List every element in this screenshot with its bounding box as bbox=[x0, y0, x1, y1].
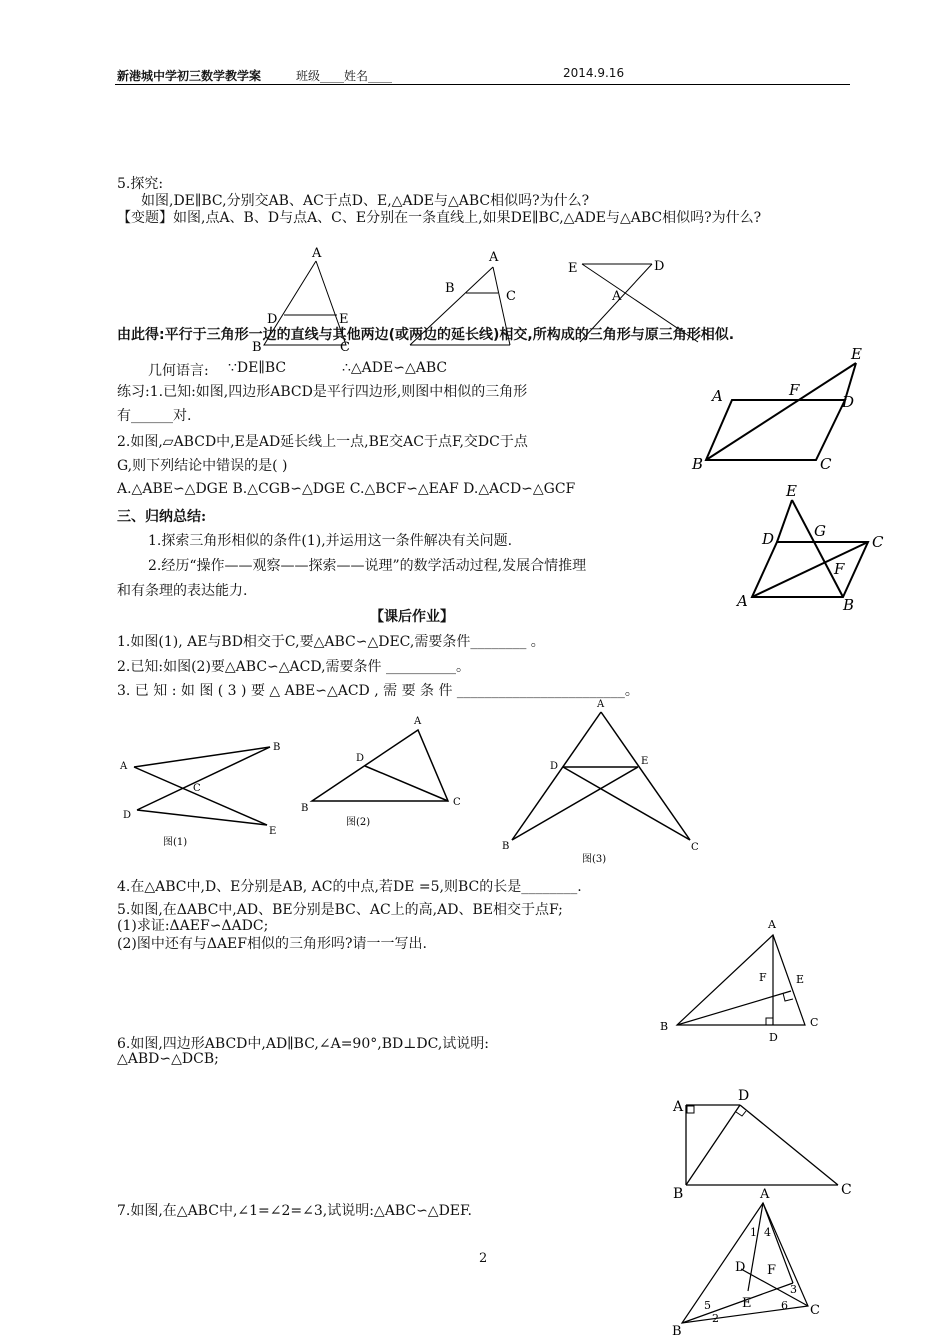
homework-q5-line3: (2)图中还有与ΔAEF相似的三角形吗?请一一写出. bbox=[117, 936, 427, 952]
homework-figure-3 bbox=[498, 697, 713, 867]
homework-q6-line2: △ABD∽△DCB; bbox=[117, 1051, 219, 1067]
practice-1-line1: 练习:1.已知:如图,四边形ABCD是平行四边形,则图中相似的三角形 bbox=[117, 384, 528, 400]
svg-text:1: 1 bbox=[750, 1226, 757, 1239]
svg-text:D: D bbox=[654, 259, 665, 274]
homework-figure-1 bbox=[115, 735, 295, 850]
svg-text:D: D bbox=[769, 1031, 778, 1044]
sec5-line2: 【变题】如图,点A、B、D与点A、C、E分别在一条直线上,如果DE∥BC,△ADE与△ABC相似吗?为什么? bbox=[117, 210, 762, 226]
svg-text:图(2): 图(2) bbox=[346, 817, 371, 828]
svg-text:E: E bbox=[851, 345, 862, 363]
svg-text:D: D bbox=[738, 1088, 750, 1104]
svg-text:B: B bbox=[673, 1186, 684, 1202]
geometry-given: ∵DE∥BC bbox=[228, 360, 287, 376]
svg-text:B: B bbox=[301, 803, 309, 814]
geometry-result: ∴△ADE∽△ABC bbox=[342, 360, 448, 376]
svg-text:C: C bbox=[193, 783, 201, 794]
homework-q5-line1: 5.如图,在ΔABC中,AD、BE分别是BC、AC上的高,AD、BE相交于点F; bbox=[117, 902, 563, 918]
svg-text:F: F bbox=[834, 560, 845, 578]
svg-text:A: A bbox=[597, 699, 605, 710]
parallelogram-figure-1 bbox=[690, 345, 870, 475]
svg-text:B: B bbox=[445, 281, 455, 296]
svg-text:C: C bbox=[340, 340, 350, 355]
svg-text:E: E bbox=[641, 756, 649, 767]
svg-text:B: B bbox=[252, 340, 262, 355]
homework-q5-line2: (1)求证:ΔAEF∽ΔADC; bbox=[117, 918, 269, 934]
practice-2-line1: 2.如图,▱ABCD中,E是AD延长线上一点,BE交AC于点F,交DC于点 bbox=[117, 434, 528, 450]
homework-q2: 2.已知:如图(2)要△ABC∽△ACD,需要条件 __________。 bbox=[117, 659, 470, 675]
homework-figure-2 bbox=[298, 710, 478, 830]
homework-q6-line1: 6.如图,四边形ABCD中,AD∥BC,∠A=90°,BD⊥DC,试说明: bbox=[117, 1036, 489, 1052]
geometry-language-label: 几何语言: bbox=[148, 363, 209, 379]
svg-text:A: A bbox=[612, 289, 622, 304]
svg-text:2: 2 bbox=[712, 1312, 719, 1325]
homework-q7: 7.如图,在△ABC中,∠1=∠2=∠3,试说明:△ABC∽△DEF. bbox=[117, 1203, 472, 1219]
svg-text:F: F bbox=[767, 1263, 777, 1278]
homework-q1: 1.如图(1), AE与BD相交于C,要△ABC∽△DEC,需要条件________ 。 bbox=[117, 634, 545, 650]
svg-text:A: A bbox=[489, 250, 499, 265]
summary-item-2-line1: 2.经历“操作——观察——探索——说理”的数学活动过程,发展合情推理 bbox=[148, 558, 587, 574]
svg-text:3: 3 bbox=[790, 1283, 797, 1296]
practice-1-line2: 有______对. bbox=[117, 408, 192, 424]
svg-text:B: B bbox=[502, 841, 510, 852]
svg-text:E: E bbox=[742, 1296, 752, 1311]
svg-text:D: D bbox=[267, 312, 278, 327]
svg-text:D: D bbox=[735, 1260, 746, 1275]
svg-text:A: A bbox=[120, 761, 128, 772]
svg-text:A: A bbox=[414, 716, 422, 727]
sec5-title: 5.探究: bbox=[117, 176, 164, 192]
svg-text:B: B bbox=[273, 742, 281, 753]
practice-2-line2: G,则下列结论中错误的是( ) bbox=[117, 458, 288, 474]
svg-text:A: A bbox=[673, 1099, 684, 1115]
svg-text:C: C bbox=[691, 842, 699, 853]
school-title: 新港城中学初三数学教学案 bbox=[117, 69, 262, 83]
svg-text:D: D bbox=[550, 761, 559, 772]
svg-text:G: G bbox=[814, 522, 826, 540]
svg-text:5: 5 bbox=[704, 1299, 711, 1312]
sec5-line1: 如图,DE∥BC,分别交AB、AC于点D、E,△ADE与△ABC相似吗?为什么? bbox=[141, 193, 590, 209]
svg-text:E: E bbox=[339, 312, 349, 327]
header-date: 2014.9.16 bbox=[563, 66, 625, 80]
svg-text:A: A bbox=[712, 387, 723, 405]
svg-text:D: D bbox=[356, 753, 365, 764]
svg-text:图(3): 图(3) bbox=[582, 854, 607, 865]
svg-text:D: D bbox=[842, 393, 855, 411]
svg-text:A: A bbox=[312, 246, 322, 261]
svg-text:图(1): 图(1) bbox=[163, 837, 188, 848]
homework-title: 【课后作业】 bbox=[370, 609, 454, 625]
homework-q3: 3. 已 知 : 如 图 ( 3 ) 要 △ ABE∽△ACD , 需 要 条 件 ________________________。 bbox=[117, 683, 639, 699]
svg-text:C: C bbox=[810, 1016, 819, 1029]
summary-title: 三、归纳总结: bbox=[117, 509, 207, 525]
svg-text:B: B bbox=[660, 1020, 669, 1033]
svg-text:A: A bbox=[760, 1187, 770, 1202]
svg-text:D: D bbox=[762, 530, 775, 548]
svg-text:C: C bbox=[506, 289, 516, 304]
svg-text:B: B bbox=[672, 1324, 682, 1339]
summary-item-2-line2: 和有条理的表达能力. bbox=[117, 583, 248, 599]
svg-text:6: 6 bbox=[781, 1299, 788, 1312]
class-name-field: 班级____姓名____ bbox=[296, 69, 393, 83]
svg-text:D: D bbox=[123, 810, 132, 821]
svg-text:E: E bbox=[568, 261, 578, 276]
svg-text:C: C bbox=[810, 1303, 820, 1318]
svg-text:C: C bbox=[841, 1182, 852, 1198]
svg-text:E: E bbox=[786, 482, 797, 500]
svg-text:B: B bbox=[692, 455, 704, 473]
homework-figure-7 bbox=[668, 1183, 848, 1338]
summary-item-1: 1.探索三角形相似的条件(1),并运用这一条件解决有关问题. bbox=[148, 533, 513, 549]
practice-2-options: A.△ABE∽△DGE B.△CGB∽△DGE C.△BCF∽△EAF D.△ACD∽△GCF bbox=[117, 481, 576, 497]
svg-text:A: A bbox=[737, 592, 748, 610]
homework-figure-5 bbox=[655, 915, 835, 1045]
svg-text:F: F bbox=[759, 971, 767, 984]
svg-text:4: 4 bbox=[764, 1226, 771, 1239]
svg-text:F: F bbox=[789, 381, 800, 399]
svg-text:C: C bbox=[872, 533, 884, 551]
svg-text:A: A bbox=[768, 918, 776, 931]
svg-text:E: E bbox=[269, 826, 277, 837]
parallelogram-figure-2 bbox=[735, 482, 895, 617]
svg-text:C: C bbox=[453, 797, 461, 808]
svg-text:E: E bbox=[796, 973, 805, 986]
header-rule bbox=[115, 84, 850, 85]
svg-text:C: C bbox=[820, 455, 832, 473]
conclusion-text: 由此得:平行于三角形一边的直线与其他两边(或两边的延长线)相交,所构成的三角形与原三角形相似. bbox=[117, 327, 735, 343]
svg-text:B: B bbox=[843, 596, 855, 614]
homework-q4: 4.在△ABC中,D、E分别是AB, AC的中点,若DE =5,则BC的长是________. bbox=[117, 879, 582, 895]
page-number: 2 bbox=[479, 1251, 488, 1266]
